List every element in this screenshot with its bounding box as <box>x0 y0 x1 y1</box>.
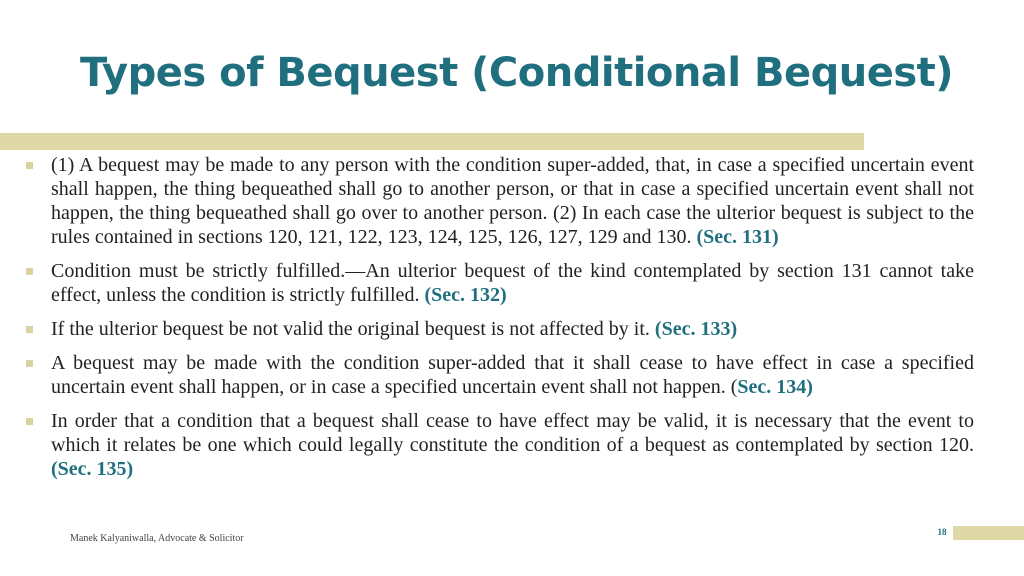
bullet-item-sec-131 <box>22 153 974 249</box>
square-bullet-icon <box>26 360 33 367</box>
bullet-text: In order that a condition that a bequest shall cease to have effect may be valid, it is necessary that the event to which it relates be one which could legally constitute the condition of a bequest as contemplated by section 120. <box>51 410 974 456</box>
square-bullet-icon <box>26 268 33 275</box>
section-reference: (Sec. 135) <box>51 458 134 480</box>
square-bullet-icon <box>26 418 33 425</box>
bullet-text: (1) A bequest may be made to any person with the condition super-added, that, in case a specified uncertain event shall happen, the thing bequeathed shall go to another person, or that in case a specified uncertain event shall not happen, the thing bequeathed shall go over to another person. (2) In each case the ulterior bequest is subject to the rules contained in sections 120, 121, 122, 123, 124, 125, 126, 127, 129 and 130. <box>51 154 974 248</box>
bullet-text: If the ulterior bequest be not valid the original bequest is not affected by it. <box>51 318 655 340</box>
bullet-text: Condition must be strictly fulfilled.—An ulterior bequest of the kind contemplated by section 131 cannot take effect, unless the condition is strictly fulfilled. <box>51 260 974 306</box>
bullet-item-sec-133 <box>22 317 974 341</box>
page-number: 18 <box>937 527 947 537</box>
footer-author: Manek Kalyaniwalla, Advocate & Solicitor <box>70 533 244 544</box>
section-reference: Sec. 134) <box>737 376 813 398</box>
bullet-text: A bequest may be made with the condition super-added that it shall cease to have effect in case a specified uncertain event shall happen, or in case a specified uncertain event shall not happen. ( <box>51 352 974 398</box>
square-bullet-icon <box>26 162 33 169</box>
section-reference: (Sec. 131) <box>696 226 779 248</box>
section-reference: (Sec. 133) <box>654 318 738 340</box>
bullet-item-sec-132 <box>22 259 974 307</box>
slide-title: Types of Bequest (Conditional Bequest) <box>80 50 954 96</box>
page-number-bar <box>953 526 1024 540</box>
bullet-item-sec-135 <box>22 409 974 481</box>
bullet-list <box>22 153 974 491</box>
section-reference: (Sec. 132) <box>424 284 507 306</box>
bullet-item-sec-134 <box>22 351 974 399</box>
title-divider-bar <box>0 133 864 150</box>
square-bullet-icon <box>26 326 33 333</box>
